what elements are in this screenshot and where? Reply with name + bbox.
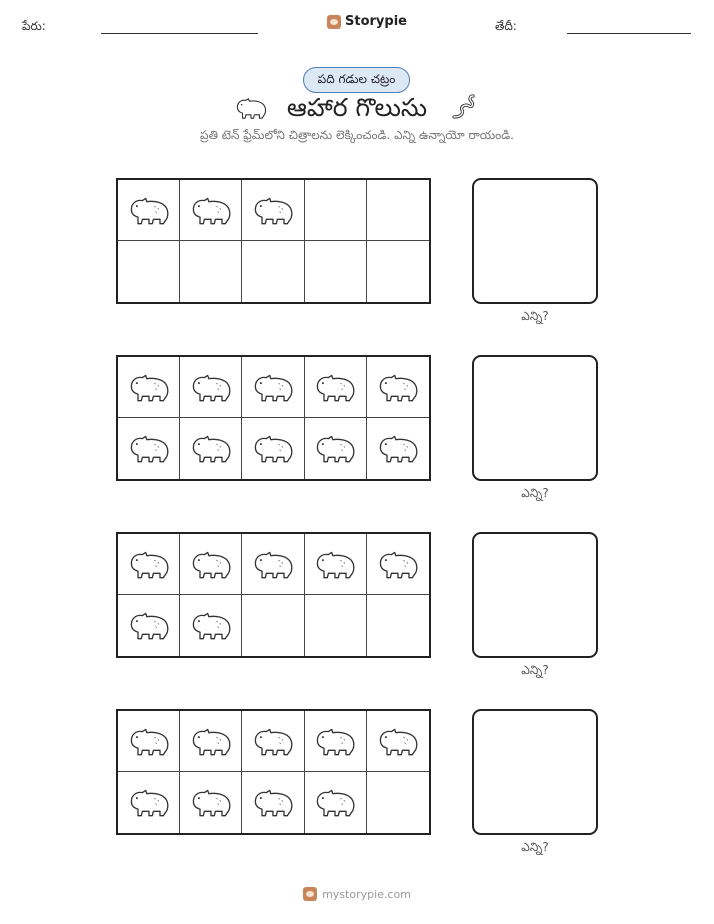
worksheet-type-badge: పది గడుల చట్రం (303, 67, 410, 93)
name-line[interactable] (101, 33, 258, 34)
polar-bear-icon (189, 194, 233, 227)
polar-bear-icon (313, 725, 357, 758)
frame-cell (180, 180, 242, 241)
frame-cell (180, 772, 242, 833)
polar-bear-icon (127, 725, 171, 758)
polar-bear-icon (313, 432, 357, 465)
polar-bear-icon (376, 371, 420, 404)
answer-box-3[interactable] (472, 532, 598, 658)
frame-cell (242, 534, 304, 595)
frame-cell (118, 711, 180, 772)
frame-cell (367, 595, 429, 656)
frame-cell (305, 357, 367, 418)
page-title: ఆహార గొలుసు (286, 93, 428, 122)
frame-cell (305, 711, 367, 772)
frame-cell (180, 357, 242, 418)
polar-bear-icon (127, 786, 171, 819)
answer-box-1[interactable] (472, 178, 598, 304)
title-right-icon (450, 93, 478, 125)
polar-bear-icon (251, 371, 295, 404)
frame-cell (180, 711, 242, 772)
polar-bear-icon (189, 786, 233, 819)
polar-bear-icon (313, 786, 357, 819)
polar-bear-icon (251, 432, 295, 465)
polar-bear-icon (313, 371, 357, 404)
frame-cell (118, 241, 180, 302)
polar-bear-icon (127, 371, 171, 404)
frame-cell (118, 772, 180, 833)
storypie-logo (327, 14, 407, 29)
brand-name: Storypie (345, 14, 407, 29)
frame-cell (118, 357, 180, 418)
polar-bear-icon (189, 548, 233, 581)
frame-cell (242, 595, 304, 656)
date-line[interactable] (567, 33, 691, 34)
frame-cell (242, 772, 304, 833)
polar-bear-icon (251, 786, 295, 819)
storypie-mascot-icon (327, 15, 341, 29)
polar-bear-icon (189, 371, 233, 404)
frame-cell (367, 241, 429, 302)
ten-frame-2 (116, 355, 431, 481)
frame-cell (180, 418, 242, 479)
frame-cell (367, 180, 429, 241)
polar-bear-icon (127, 548, 171, 581)
polar-bear-icon (127, 194, 171, 227)
frame-cell (367, 772, 429, 833)
polar-bear-icon (189, 609, 233, 642)
frame-cell (367, 357, 429, 418)
polar-bear-icon (251, 194, 295, 227)
frame-cell (118, 534, 180, 595)
frame-cell (367, 711, 429, 772)
frame-cell (180, 595, 242, 656)
date-label: తేదీ: (495, 19, 517, 33)
frame-cell (118, 595, 180, 656)
answer-box-2[interactable] (472, 355, 598, 481)
polar-bear-icon (376, 548, 420, 581)
how-many-label-3: ఎన్ని? (521, 663, 549, 677)
ten-frame-4 (116, 709, 431, 835)
frame-cell (242, 241, 304, 302)
frame-cell (180, 241, 242, 302)
answer-box-4[interactable] (472, 709, 598, 835)
how-many-label-2: ఎన్ని? (521, 486, 549, 500)
instructions: ప్రతి టెన్ ఫ్రేమ్‌లోని చిత్రాలను లెక్కించండి. ఎన్ని ఉన్నాయో రాయండి. (200, 128, 514, 142)
polar-bear-icon (127, 609, 171, 642)
footer (0, 887, 714, 901)
frame-cell (305, 595, 367, 656)
storypie-mascot-icon (303, 887, 317, 901)
footer-url[interactable]: mystorypie.com (322, 887, 411, 901)
polar-bear-icon (251, 725, 295, 758)
frame-cell (305, 772, 367, 833)
worm-icon (450, 93, 478, 121)
frame-cell (242, 711, 304, 772)
frame-cell (242, 418, 304, 479)
frame-cell (118, 180, 180, 241)
frame-cell (367, 418, 429, 479)
how-many-label-1: ఎన్ని? (521, 309, 549, 323)
how-many-label-4: ఎన్ని? (521, 840, 549, 854)
polar-bear-icon (251, 548, 295, 581)
polar-bear-icon (376, 725, 420, 758)
polar-bear-icon (189, 725, 233, 758)
polar-bear-icon (376, 432, 420, 465)
frame-cell (305, 180, 367, 241)
frame-cell (242, 180, 304, 241)
ten-frame-1 (116, 178, 431, 304)
frame-cell (118, 418, 180, 479)
polar-bear-icon (189, 432, 233, 465)
frame-cell (305, 534, 367, 595)
frame-cell (305, 241, 367, 302)
frame-cell (367, 534, 429, 595)
ten-frame-3 (116, 532, 431, 658)
polar-bear-icon (313, 548, 357, 581)
polar-bear-icon (127, 432, 171, 465)
name-label: పేరు: (22, 19, 46, 33)
frame-cell (305, 418, 367, 479)
frame-cell (242, 357, 304, 418)
frame-cell (180, 534, 242, 595)
